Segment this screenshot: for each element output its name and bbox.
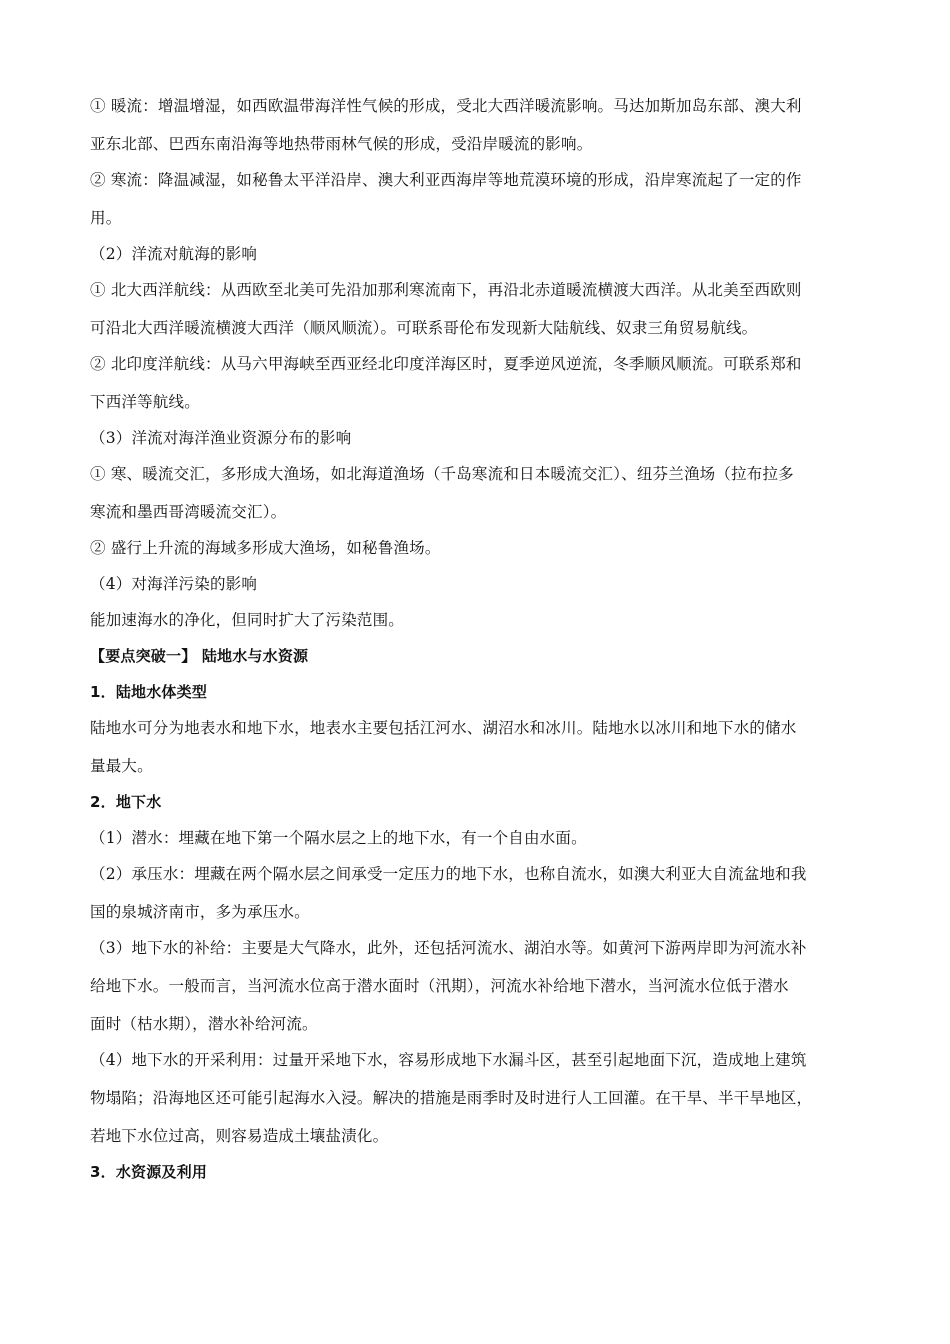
body-text-line: 寒流和墨西哥湾暖流交汇）。 — [90, 503, 287, 521]
body-text-line: （1）潜水：埋藏在地下第一个隔水层之上的地下水，有一个自由水面。 — [90, 829, 587, 847]
body-text-line: （3）地下水的补给：主要是大气降水，此外，还包括河流水、湖泊水等。如黄河下游两岸即为河流水补 — [90, 939, 807, 957]
body-text-line: 能加速海水的净化，但同时扩大了污染范围。 — [90, 611, 405, 629]
body-text-line: （2）承压水：埋藏在两个隔水层之间承受一定压力的地下水，也称自流水，如澳大利亚大自流盆地和我 — [90, 865, 807, 883]
body-text-line: ② 寒流：降温减湿，如秘鲁太平洋沿岸、澳大利亚西海岸等地荒漠环境的形成，沿岸寒流起了一定的作 — [90, 171, 802, 189]
body-text-line: 量最大。 — [90, 757, 153, 775]
body-text-line: ② 北印度洋航线：从马六甲海峡至西亚经北印度洋海区时，夏季逆风逆流，冬季顺风顺流。可联系郑和 — [90, 355, 802, 373]
body-text-line: ① 暖流：增温增湿，如西欧温带海洋性气候的形成，受北大西洋暖流影响。马达加斯加岛东部、澳大利 — [90, 97, 802, 115]
body-text-line: ② 盛行上升流的海域多形成大渔场，如秘鲁渔场。 — [90, 539, 441, 557]
section-heading: 3．水资源及利用 — [90, 1163, 208, 1181]
body-text-line: 用。 — [90, 209, 122, 227]
body-text-line: （4）地下水的开采利用：过量开采地下水，容易形成地下水漏斗区，甚至引起地面下沉，造成地上建筑 — [90, 1051, 807, 1069]
body-text-line: 国的泉城济南市，多为承压水。 — [90, 903, 310, 921]
body-text-line: 陆地水可分为地表水和地下水，地表水主要包括江河水、湖沼水和冰川。陆地水以冰川和地下水的储水 — [90, 719, 797, 737]
body-text-line: 面时（枯水期），潜水补给河流。 — [90, 1015, 318, 1033]
body-text-line: 可沿北大西洋暖流横渡大西洋（顺风顺流）。可联系哥伦布发现新大陆航线、奴隶三角贸易航线。 — [90, 319, 758, 337]
section-heading: 【要点突破一】 陆地水与水资源 — [90, 647, 309, 665]
body-text-line: 给地下水。一般而言，当河流水位高于潜水面时（汛期），河流水补给地下潜水，当河流水位低于潜水 — [90, 977, 789, 995]
document-body — [90, 96, 860, 1198]
body-text-line: （3）洋流对海洋渔业资源分布的影响 — [90, 429, 352, 447]
section-heading: 2．地下水 — [90, 793, 162, 811]
body-text-line: （4）对海洋污染的影响 — [90, 575, 258, 593]
body-text-line: 物塌陷；沿海地区还可能引起海水入浸。解决的措施是雨季时及时进行人工回灌。在干旱、半干旱地区， — [90, 1089, 813, 1107]
body-text-line: 下西洋等航线。 — [90, 393, 200, 411]
body-text-line: （2）洋流对航海的影响 — [90, 245, 258, 263]
section-heading: 1．陆地水体类型 — [90, 683, 208, 701]
body-text-line: ① 寒、暖流交汇，多形成大渔场，如北海道渔场（千岛寒流和日本暖流交汇）、纽芬兰渔场（拉布拉多 — [90, 465, 794, 483]
body-text-line: 若地下水位过高，则容易造成土壤盐渍化。 — [90, 1127, 389, 1145]
body-text-line: 亚东北部、巴西东南沿海等地热带雨林气候的形成，受沿岸暖流的影响。 — [90, 135, 593, 153]
body-text-line: ① 北大西洋航线：从西欧至北美可先沿加那利寒流南下，再沿北赤道暖流横渡大西洋。从北美至西欧则 — [90, 281, 802, 299]
